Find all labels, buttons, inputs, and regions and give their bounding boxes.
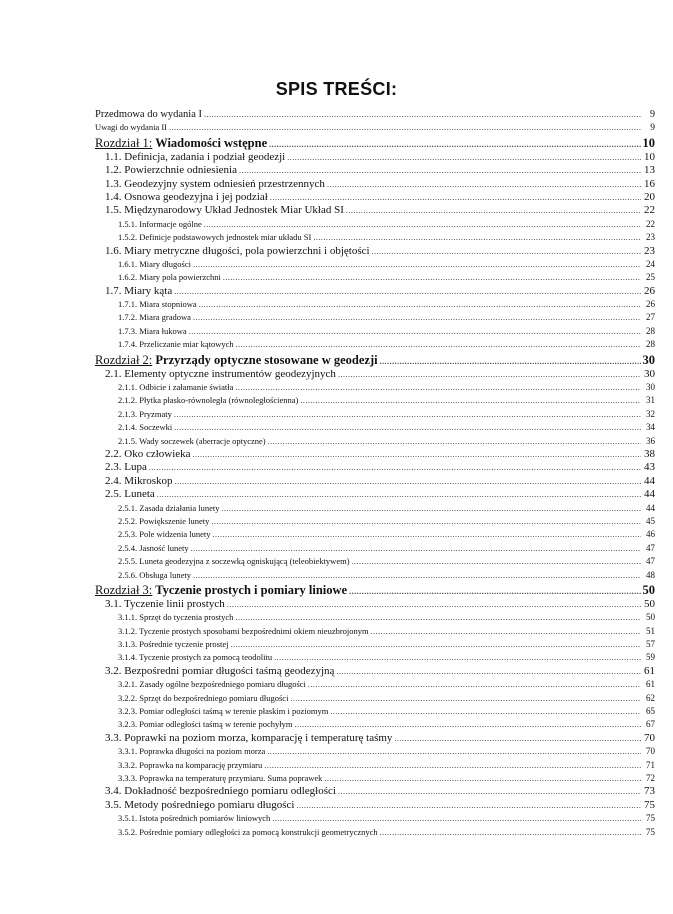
toc-entry (95, 772, 655, 785)
dot-leader (204, 108, 641, 121)
page-number: 44 (644, 474, 655, 487)
toc-entry-title (105, 285, 172, 298)
toc-entry (95, 542, 655, 555)
entry-text: 2.5. Luneta (105, 488, 155, 501)
page-number: 22 (646, 218, 655, 229)
page-number: 70 (644, 731, 655, 744)
dot-leader (346, 204, 641, 217)
entry-text: 2.1.2. Płytka płasko-równoległa (równoległościenna) (118, 395, 299, 406)
toc-entry (95, 638, 655, 651)
page-number: 59 (646, 652, 655, 663)
page-number: 75 (644, 798, 655, 811)
page-number: 67 (646, 719, 655, 730)
page-number: 71 (646, 759, 655, 770)
dot-leader (270, 191, 641, 204)
toc-entry (95, 611, 655, 624)
toc-entry (95, 528, 655, 541)
toc-entry (95, 285, 655, 298)
dot-leader (336, 665, 641, 678)
toc-entry (95, 625, 655, 638)
toc-entry (95, 812, 655, 825)
page-number: 30 (644, 367, 655, 380)
entry-text: 2.1.5. Wady soczewek (aberracje optyczne) (118, 435, 266, 446)
toc-entry (95, 421, 655, 434)
page-number: 32 (646, 408, 655, 419)
entry-text: 1.1. Definicja, zadania i podział geodezji (105, 150, 286, 163)
toc-entry (95, 745, 655, 758)
dot-leader (352, 555, 641, 568)
toc-entry-title (118, 408, 172, 421)
entry-text: 1.5. Międzynarodowy Układ Jednostek Miar Układ SI (105, 204, 344, 217)
dot-leader (199, 298, 641, 311)
toc-entry-title (118, 421, 172, 434)
toc-entry (95, 408, 655, 421)
page-number: 30 (642, 352, 655, 367)
entry-text: 2.5.5. Luneta geodezyjna z soczewką ogniskującą (teleobiektywem) (118, 556, 350, 567)
dot-leader (267, 745, 641, 758)
dot-leader (380, 826, 641, 839)
toc-entry (95, 245, 655, 258)
dot-leader (236, 338, 641, 351)
dot-leader (174, 408, 641, 421)
toc-entry (95, 732, 655, 745)
page-number: 61 (646, 679, 655, 690)
toc-entry-title (118, 611, 233, 624)
toc-entry-title (118, 515, 209, 528)
entry-text: 3.2.2. Sprzęt do bezpośredniego pomiaru długości (118, 692, 289, 703)
entry-text: 3.1.1. Sprzęt do tyczenia prostych (118, 612, 234, 623)
toc-entry-title (118, 218, 202, 231)
entry-text: 3.5. Metody pośredniego pomiaru długości (105, 798, 295, 811)
toc-entry-title (118, 298, 197, 311)
page-number: 44 (644, 488, 655, 501)
toc-entry (95, 502, 655, 515)
toc-entry-title (118, 502, 220, 515)
toc-entry (95, 435, 655, 448)
dot-leader (308, 678, 641, 691)
toc-entry-title (105, 164, 237, 177)
page-number: 22 (644, 204, 655, 217)
entry-text: 1.7.3. Miara łukowa (118, 325, 187, 336)
toc-entry-title (118, 638, 228, 651)
page-number: 27 (646, 312, 655, 323)
toc-entry (95, 204, 655, 217)
toc-entry (95, 569, 655, 582)
toc-entry (95, 368, 655, 381)
entry-text: 2.5.2. Powiększenie lunety (118, 515, 210, 526)
entry-text: 1.6.2. Miary pola powierzchni (118, 272, 221, 283)
toc-entry-title (118, 325, 187, 338)
toc-entry (95, 325, 655, 338)
toc-entry (95, 678, 655, 691)
toc-entry (95, 448, 655, 461)
toc-entry-title (105, 785, 336, 798)
entry-text: 3.4. Dokładność bezpośredniego pomiaru odległości (105, 785, 336, 798)
toc-chapter-entry (95, 135, 655, 151)
dot-leader (394, 732, 641, 745)
toc-entry (95, 381, 655, 394)
page-number: 26 (646, 299, 655, 310)
page-number: 10 (644, 150, 655, 163)
toc-entry-title (105, 598, 225, 611)
toc-entry-title (105, 151, 285, 164)
page-number: 70 (646, 746, 655, 757)
toc-entry-title (118, 528, 211, 541)
toc-entry (95, 488, 655, 501)
entry-text: 2.1.4. Soczewki (118, 422, 173, 433)
dot-leader (338, 368, 641, 381)
entry-text: 3.1.4. Tyczenie prostych za pomocą teodolitu (118, 652, 273, 663)
dot-leader (193, 258, 641, 271)
dot-leader (193, 311, 641, 324)
toc-entry-title (95, 121, 167, 134)
dot-leader (211, 515, 641, 528)
page-number: 46 (646, 529, 655, 540)
dot-leader (272, 812, 641, 825)
dot-leader (169, 121, 641, 134)
page-number: 50 (646, 612, 655, 623)
page-number: 61 (644, 664, 655, 677)
entry-text: 1.7.2. Miara gradowa (118, 312, 191, 323)
page-number: 26 (644, 284, 655, 297)
toc-chapter-entry (95, 352, 655, 368)
toc-entry (95, 785, 655, 798)
dot-leader (193, 448, 641, 461)
toc-entry-title (118, 435, 266, 448)
toc-entry (95, 515, 655, 528)
entry-text: 2.3. Lupa (105, 461, 147, 474)
toc-entry-title (105, 461, 147, 474)
dot-leader (175, 475, 641, 488)
toc-entry-title (118, 381, 233, 394)
page-number: 43 (644, 461, 655, 474)
toc-entry (95, 311, 655, 324)
toc-entry-title (118, 258, 191, 271)
page-number: 75 (646, 813, 655, 824)
toc-entry-title (118, 759, 262, 772)
toc-entry-title (118, 555, 350, 568)
page-number: 24 (646, 258, 655, 269)
page-number: 25 (646, 272, 655, 283)
page-number: 16 (644, 177, 655, 190)
toc-entry (95, 258, 655, 271)
dot-leader (235, 381, 641, 394)
entry-text: 1.7. Miary kąta (105, 284, 173, 297)
toc-entry-title (118, 394, 298, 407)
entry-text: 3.3.2. Poprawka na komparację przymiaru (118, 759, 263, 770)
entry-text: 2.5.3. Pole widzenia lunety (118, 529, 211, 540)
chapter-number: Rozdział 1: (95, 135, 153, 150)
toc-entry-title (118, 542, 189, 555)
toc-entry-title (95, 352, 378, 368)
page-number: 9 (650, 109, 655, 120)
entry-text: 1.2. Powierzchnie odniesienia (105, 164, 237, 177)
dot-leader (222, 502, 642, 515)
entry-text: 3.1. Tyczenie linii prostych (105, 597, 225, 610)
toc-entry (95, 759, 655, 772)
toc-entry (95, 271, 655, 284)
toc-entry-title (118, 678, 306, 691)
toc-entry-title (118, 826, 378, 839)
entry-text: 1.5.2. Definicje podstawowych jednostek miar układu SI (118, 232, 312, 243)
entry-text: 3.2. Bezpośredni pomiar długości taśmą geodezyjną (105, 664, 335, 677)
page-number: 50 (642, 582, 655, 597)
dot-leader (213, 528, 641, 541)
entry-text: 2.4. Mikroskop (105, 474, 173, 487)
page-number: 75 (646, 826, 655, 837)
toc-entry (95, 461, 655, 474)
entry-text: 2.2. Oko człowieka (105, 447, 191, 460)
dot-leader (327, 178, 641, 191)
page-number: 13 (644, 164, 655, 177)
toc-entry (95, 191, 655, 204)
page-title: SPIS TREŚCI: (275, 79, 398, 99)
page-number: 44 (646, 502, 655, 513)
toc-entry-title (118, 271, 221, 284)
toc-entry-title (118, 812, 270, 825)
toc-entry (95, 338, 655, 351)
entry-text: 3.3.3. Poprawka na temperaturę przymiaru. Suma poprawek (118, 772, 323, 783)
toc-entry-title (118, 338, 234, 351)
dot-leader (264, 759, 641, 772)
page-number: 72 (646, 772, 655, 783)
entry-text: 3.3.1. Poprawka długości na poziom morza (118, 746, 266, 757)
toc-entry-title (118, 718, 292, 731)
page-number: 9 (650, 123, 655, 134)
page-number: 45 (646, 515, 655, 526)
entry-text: 2.1.1. Odbicie i załamanie światła (118, 382, 234, 393)
page-number: 20 (644, 190, 655, 203)
toc-entry (95, 164, 655, 177)
dot-leader (324, 772, 641, 785)
entry-text: 1.6.1. Miary długości (118, 258, 191, 269)
page-number: 48 (646, 569, 655, 580)
toc-entry-title (105, 732, 392, 745)
entry-text: 2.1.3. Pryzmaty (118, 408, 172, 419)
toc-entry (95, 826, 655, 839)
entry-text: 2.5.4. Jasność lunety (118, 542, 189, 553)
page-number: 23 (644, 244, 655, 257)
dot-leader (372, 245, 641, 258)
page-number: 57 (646, 639, 655, 650)
dot-leader (268, 435, 641, 448)
dot-leader (157, 488, 641, 501)
toc-entry-title (105, 475, 173, 488)
toc-entry-title (105, 191, 268, 204)
entry-text: 1.3. Geodezyjny system odniesień przestrzennych (105, 177, 325, 190)
entry-text: 1.7.1. Miara stopniowa (118, 299, 197, 310)
entry-text: 2.5.6. Obsługa lunety (118, 569, 191, 580)
page-number: 62 (646, 692, 655, 703)
entry-text: 3.5.2. Pośrednie pomiary odległości za pomocą konstrukcji geometrycznych (118, 826, 378, 837)
entry-text: Uwagi do wydania II (95, 122, 167, 133)
toc-entry-title (105, 488, 155, 501)
toc-entry (95, 394, 655, 407)
toc-entry-title (118, 745, 265, 758)
page-number: 23 (646, 232, 655, 243)
entry-text: Tyczenie prostych i pomiary liniowe (155, 582, 348, 597)
toc-entry-title (105, 799, 294, 812)
dot-leader (174, 285, 641, 298)
toc-entry-title (118, 625, 369, 638)
dot-leader (204, 218, 641, 231)
toc-entry (95, 151, 655, 164)
toc-entry (95, 298, 655, 311)
toc-entry (95, 692, 655, 705)
toc-entry-title (105, 448, 191, 461)
page-number: 36 (646, 435, 655, 446)
entry-text: Wiadomości wstępne (155, 135, 268, 150)
toc-entry (95, 705, 655, 718)
toc-entry (95, 121, 655, 134)
dot-leader (313, 231, 641, 244)
page-number: 73 (644, 785, 655, 798)
toc-entry-title (105, 178, 325, 191)
entry-text: Przyrządy optyczne stosowane w geodezji (155, 352, 378, 367)
page-number: 65 (646, 706, 655, 717)
toc-entry (95, 598, 655, 611)
dot-leader (235, 611, 641, 624)
toc-entry (95, 475, 655, 488)
table-of-contents (95, 108, 655, 839)
entry-text: 1.7.4. Przeliczanie miar kątowych (118, 339, 234, 350)
dot-leader (223, 271, 641, 284)
dot-leader (189, 325, 641, 338)
dot-leader (149, 461, 641, 474)
chapter-number: Rozdział 2: (95, 352, 153, 367)
toc-entry (95, 218, 655, 231)
dot-leader (300, 394, 641, 407)
toc-entry-title (105, 245, 370, 258)
toc-entry-title (105, 368, 336, 381)
toc-entry-title (95, 135, 267, 151)
page-number: 28 (646, 325, 655, 336)
entry-text: 2.5.1. Zasada działania lunety (118, 502, 220, 513)
toc-entry (95, 651, 655, 664)
toc-entry-title (118, 651, 272, 664)
entry-text: Przedmowa do wydania I (95, 109, 203, 120)
toc-entry-title (105, 665, 334, 678)
page-number: 34 (646, 422, 655, 433)
entry-text: 3.5.1. Istota pośrednich pomiarów liniowych (118, 813, 271, 824)
entry-text: 3.2.3. Pomiar odległości taśmą w terenie pochyłym (118, 719, 293, 730)
toc-entry-title (118, 692, 288, 705)
dot-leader (330, 705, 641, 718)
page-number: 28 (646, 339, 655, 350)
toc-entry-title (118, 231, 311, 244)
page-number: 50 (644, 597, 655, 610)
dot-leader (227, 598, 641, 611)
dot-leader (296, 799, 641, 812)
entry-text: 3.1.2. Tyczenie prostych sposobami bezpośrednimi okiem nieuzbrojonym (118, 625, 369, 636)
toc-entry (95, 178, 655, 191)
toc-entry-title (118, 569, 191, 582)
toc-entry-title (105, 204, 344, 217)
toc-entry-title (118, 311, 191, 324)
entry-text: 3.2.3. Pomiar odległości taśmą w terenie płaskim i poziomym (118, 706, 329, 717)
dot-leader (371, 625, 641, 638)
toc-entry (95, 718, 655, 731)
dot-leader (290, 692, 641, 705)
dot-leader (239, 164, 641, 177)
page-number: 47 (646, 542, 655, 553)
entry-text: 3.2.1. Zasady ogólne bezpośredniego pomiaru długości (118, 679, 306, 690)
dot-leader (193, 569, 641, 582)
dot-leader (287, 151, 641, 164)
entry-text: 2.1. Elementy optyczne instrumentów geodezyjnych (105, 367, 336, 380)
dot-leader (274, 651, 641, 664)
toc-entry (95, 108, 655, 121)
entry-text: 1.5.1. Informacje ogólne (118, 218, 202, 229)
page-number: 30 (646, 382, 655, 393)
toc-entry-title (118, 705, 328, 718)
dot-leader (294, 718, 641, 731)
toc-entry-title (95, 108, 202, 121)
entry-text: 1.4. Osnowa geodezyjna i jej podział (105, 190, 268, 203)
page-number: 47 (646, 556, 655, 567)
entry-text: 1.6. Miary metryczne długości, pola powierzchni i objętości (105, 244, 370, 257)
page-number: 51 (646, 625, 655, 636)
toc-entry (95, 555, 655, 568)
toc-entry (95, 799, 655, 812)
entry-text: 3.3. Poprawki na poziom morza, komparację i temperaturę taśmy (105, 731, 393, 744)
dot-leader (174, 421, 641, 434)
toc-entry-title (95, 582, 347, 598)
chapter-number: Rozdział 3: (95, 582, 153, 597)
entry-text: 3.1.3. Pośrednie tyczenie prostej (118, 639, 229, 650)
dot-leader (338, 785, 641, 798)
toc-entry (95, 231, 655, 244)
dot-leader (230, 638, 641, 651)
page-number: 10 (642, 135, 655, 150)
dot-leader (191, 542, 641, 555)
toc-entry-title (118, 772, 322, 785)
page-number: 31 (646, 395, 655, 406)
toc-entry (95, 665, 655, 678)
toc-chapter-entry (95, 582, 655, 598)
page-number: 38 (644, 447, 655, 460)
